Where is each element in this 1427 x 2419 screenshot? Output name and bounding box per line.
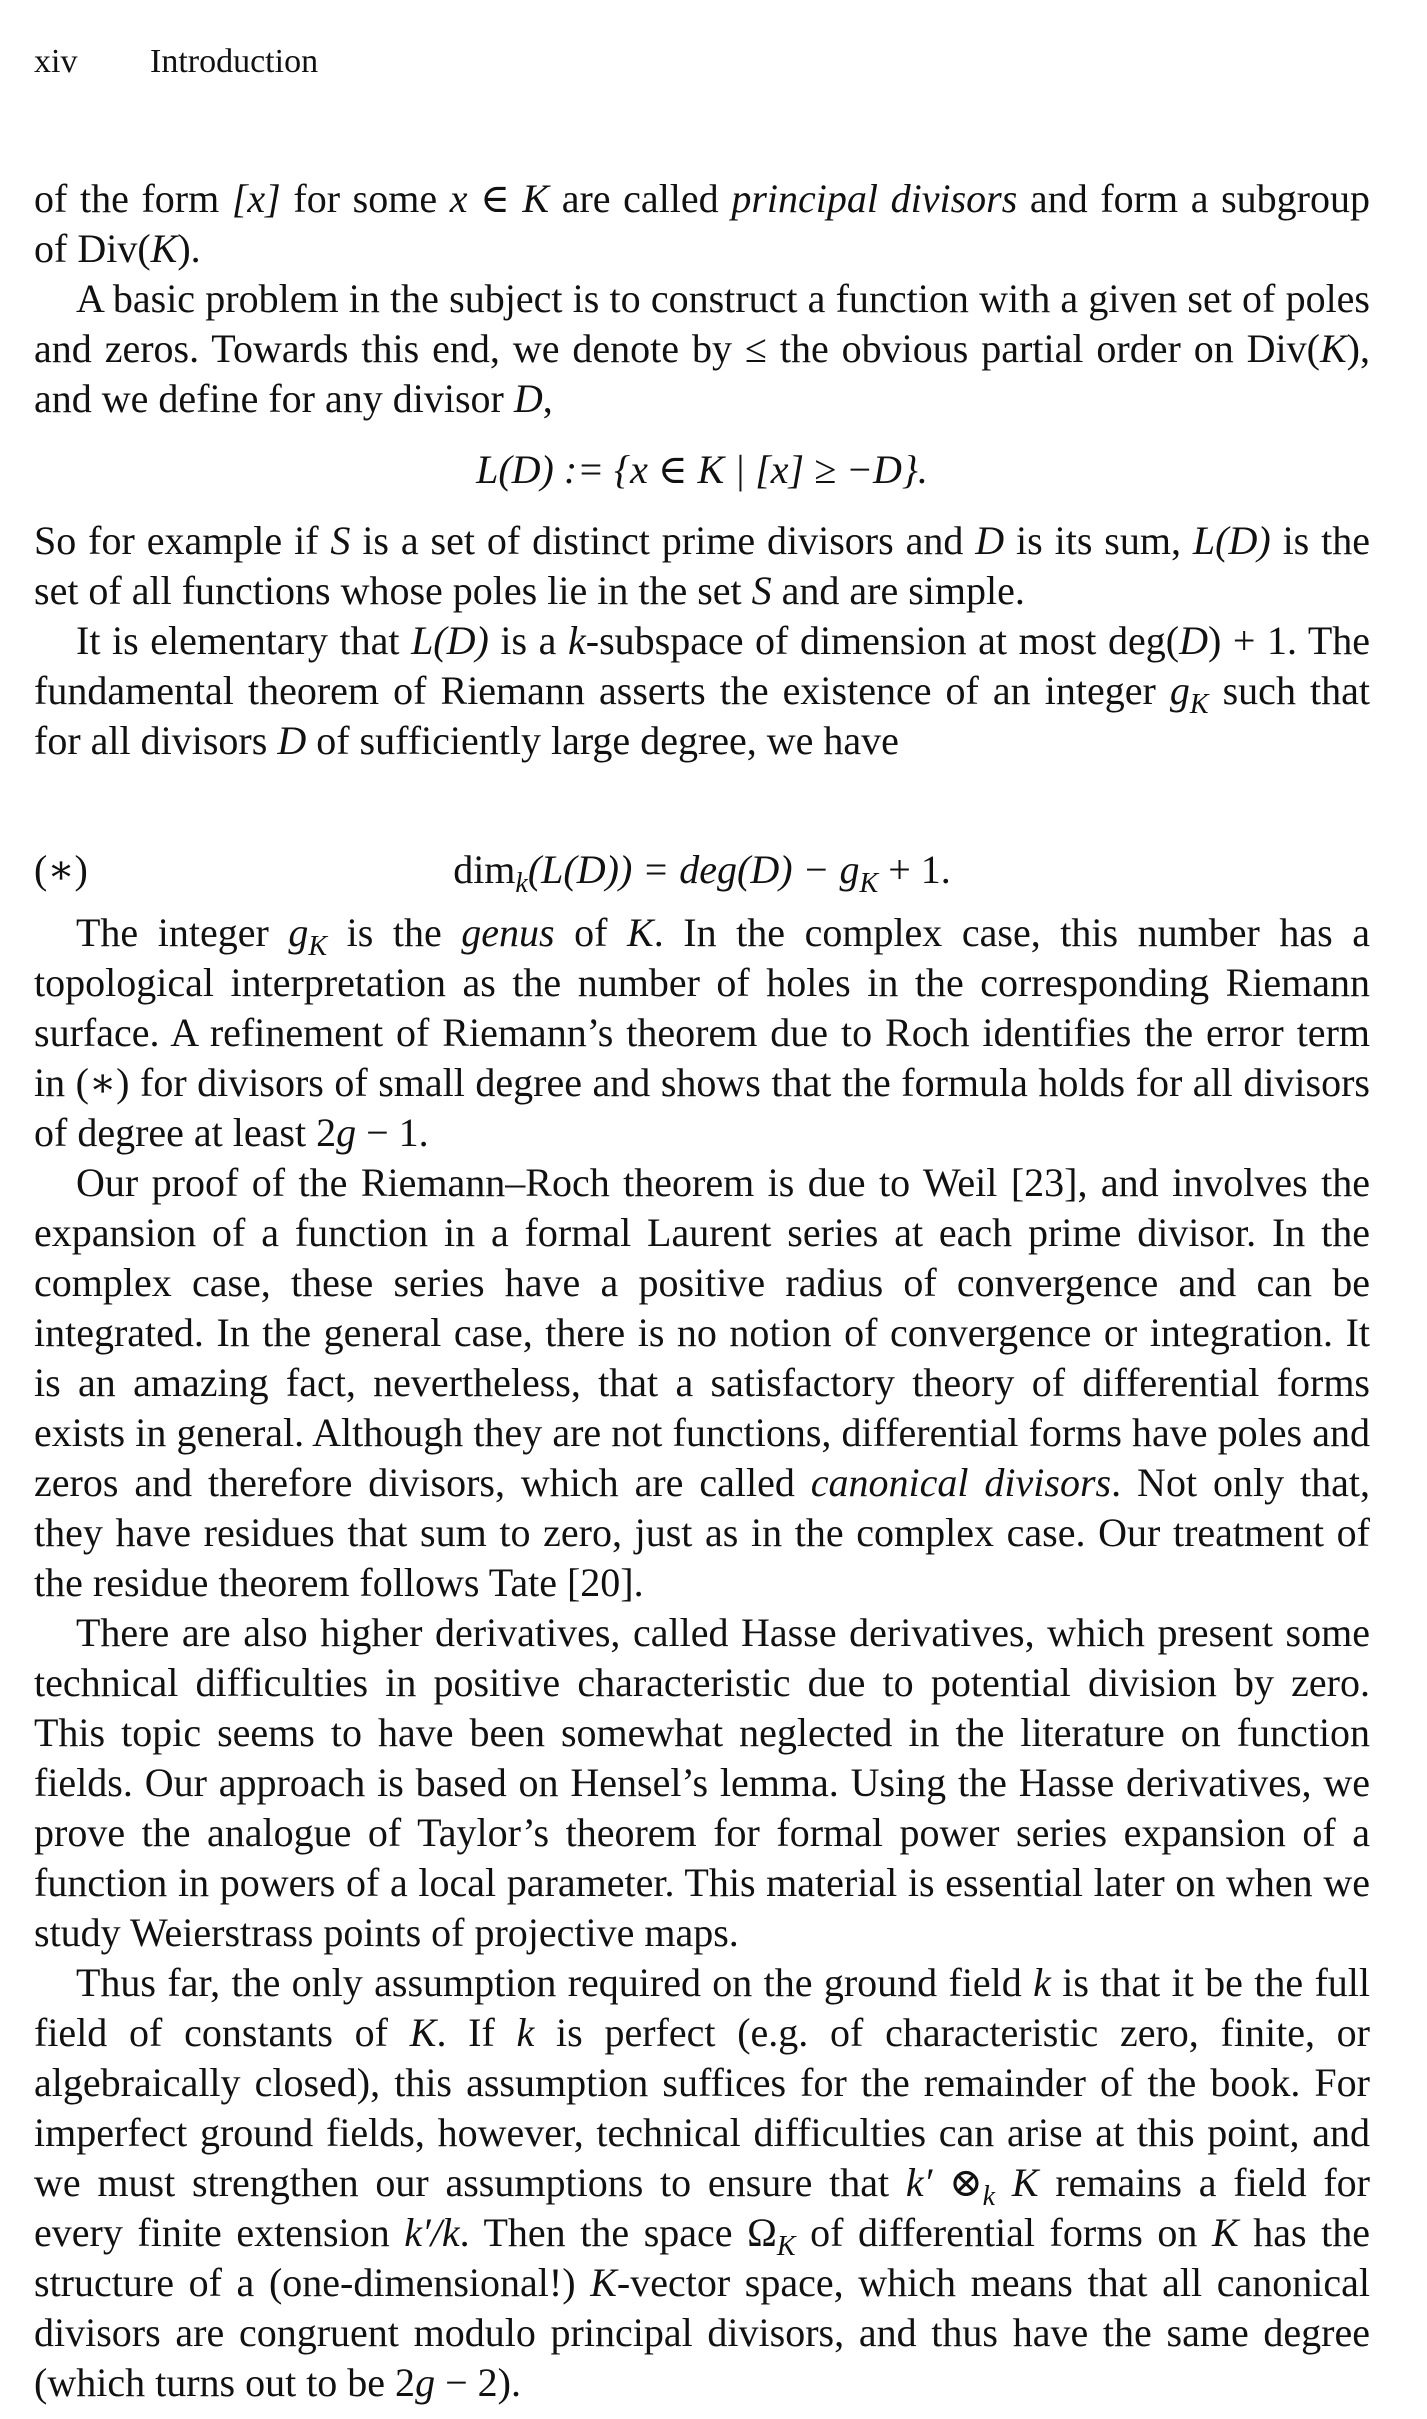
paragraph-principal-divisors: of the form [x] for some x ∈ K are called principal divisors and form a subgroup of Div(K). — [34, 176, 1370, 271]
paragraph-weil-proof: Our proof of the Riemann–Roch theorem is due to Weil [23], and involves the expansion of a function in a formal Laurent series at each prime divisor. In the complex case, these series have a positive radius of convergence and can be integrated. In the general case, there is no notion of convergence or integration. It is an amazing fact, nevertheless, that a satisfactory theory of differential forms exists in general. Although they are not functions, differential forms have poles and zeros and therefore divisors, which are called canonical divisors. Not only that, they have residues that sum to zero, just as in the complex case. Our treatment of the residue theorem follows Tate [20]. — [34, 1160, 1371, 1605]
paragraph-basic-problem: A basic problem in the subject is to construct a function with a given set of poles and zeros. Towards this end, we denote by ≤ the obvious partial order on Div(K), and we define for any divisor D, — [34, 276, 1370, 421]
running-head — [34, 36, 1370, 96]
book-page — [34, 36, 1370, 2408]
paragraph-riemann-theorem: It is elementary that L(D) is a k-subspace of dimension at most deg(D) + 1. The fundamental theorem of Riemann asserts the existence of an integer $g_K$ such that for all divisors D of sufficiently large degree, we have — [34, 618, 1371, 763]
body-text — [34, 174, 1370, 2408]
paragraph-example: So for example if S is a set of distinct prime divisors and D is its sum, L(D) is the set of all functions whose poles lie in the set S and are simple. — [34, 518, 1371, 613]
equation-formula: $dim_k(L(D)) = deg(D) - g_K + 1$. — [453, 847, 951, 899]
equation-tag: (∗) — [34, 847, 88, 892]
page-number: xiv — [34, 43, 78, 80]
equation-ld-definition: L(D) := {x ∈ K | [x] ≥ −D}. — [476, 447, 928, 492]
equation-riemann-roch — [34, 842, 1370, 898]
paragraph-genus: The integer $g_K$ is the genus of K. In the complex case, this number has a topological interpretation as the number of holes in the corresponding Riemann surface. A refinement of Riemann’s theorem due to Roch identifies the error term in (∗) for divisors of small degree and shows that the formula holds for all divisors of degree at least 2g − 1. — [34, 910, 1370, 1155]
paragraph-ground-field: Thus far, the only assumption required on the ground field k is that it be the full field of constants of K. If k is perfect (e.g. of characteristic zero, finite, or algebraically closed), this assumption suffices for the remainder of the book. For imperfect ground fields, however, technical difficulties can arise at this point, and we must strengthen our assumptions to ensure that k′ $\otimes_k$ K remains a field for every finite extension k′/k. Then the space $\Omega_K$ of differential forms on K has the structure of a (one-dimensional!) K-vector space, which means that all canonical divisors are congruent modulo principal divisors, and thus have the same degree (which turns out to be 2g − 2). — [34, 1960, 1371, 2405]
chapter-title: Introduction — [150, 43, 319, 80]
paragraph-hasse-derivatives: There are also higher derivatives, called Hasse derivatives, which present some technical difficulties in positive characteristic due to potential division by zero. This topic seems to have been somewhat neglected in the literature on function fields. Our approach is based on Hensel’s lemma. Using the Hasse derivatives, we prove the analogue of Taylor’s theorem for formal power series expansion of a function in powers of a local parameter. This material is essential later on when we study Weierstrass points of projective maps. — [34, 1610, 1370, 1955]
